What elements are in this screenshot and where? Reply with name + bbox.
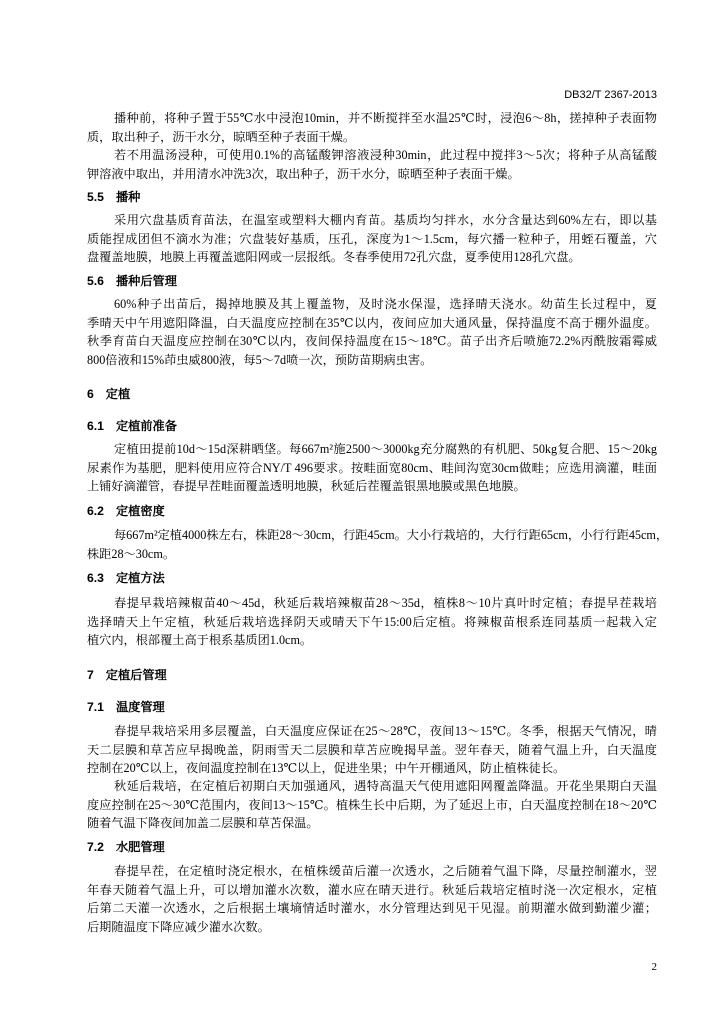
paragraph — [87, 295, 657, 369]
page-number: 2 — [651, 961, 657, 973]
section-number: 5.5 — [87, 190, 104, 204]
section-number: 6 — [87, 387, 94, 401]
paragraph-line: 年春天随着气温上升，可以增加灌水次数，灌水应在晴天进行。秋延后栽培定植时浇一次定根水，定植 — [87, 882, 657, 897]
section-number: 6.2 — [87, 504, 104, 518]
paragraph-line: 选择晴天上午定植，秋延后栽培选择阴天或晴天下午15:00后定植。将辣椒苗根系连同基质一起栽入定 — [87, 614, 657, 629]
section-title: 定植后管理 — [105, 668, 167, 682]
paragraph-line: 播种前，将种子置于55℃水中浸泡10min，并不断搅拌至水温25℃时，浸泡6～8h，搓掉种子表面物 — [114, 111, 657, 125]
section-title: 定植方法 — [115, 571, 165, 585]
section-heading-6-2 — [87, 502, 657, 521]
section-number: 5.6 — [87, 274, 104, 288]
paragraph-line: 春提早栽培辣椒苗40～45d，秋延后栽培辣椒苗28～35d，植株8～10片真叶时定植；春提早茬栽培 — [114, 596, 657, 610]
paragraph — [87, 146, 657, 183]
paragraph — [87, 862, 657, 936]
section-title: 播种后管理 — [115, 274, 177, 288]
chapter-heading-6 — [87, 385, 657, 404]
paragraph — [87, 526, 669, 563]
paragraph-line: 植穴内，根部覆土高于根系基质团1.0cm。 — [87, 633, 313, 647]
section-heading-7-1 — [87, 698, 657, 717]
section-title: 定植密度 — [115, 504, 165, 518]
paragraph-line: 株距28～30cm。 — [87, 546, 176, 561]
paragraph-line: 度应控制在25～30℃范围内，夜间13～15℃。植株生长中后期，为了延迟上市，白天温度控制在18～20℃ — [87, 797, 657, 812]
section-heading-6-3 — [87, 569, 657, 588]
paragraph — [87, 722, 657, 778]
section-heading-6-1 — [87, 417, 657, 436]
paragraph-line: 质，取出种子，沥干水分，晾晒至种子表面干燥。 — [87, 129, 356, 144]
section-heading-7-2 — [87, 838, 657, 857]
chapter-heading-7 — [87, 666, 657, 685]
paragraph-line: 若不用温汤浸种，可使用0.1%的高锰酸钾溶液浸种30min，此过程中搅拌3～5次；将种子从高锰酸 — [114, 148, 657, 162]
paragraph-line: 质能捏成团但不滴水为准；穴盘装好基质，压孔，深度为1～1.5cm，每穴播一粒种子，用蛭石覆盖，穴 — [87, 231, 657, 246]
paragraph-line: 季晴天中午用遮阳降温，白天温度应控制在35℃以内，夜间应加大通风量，保持温度不高于棚外温度。 — [87, 315, 657, 330]
paragraph-line: 盘覆盖地膜，地膜上再覆盖遮阳网或一层报纸。冬春季使用72孔穴盘，夏季使用128孔穴盘。 — [87, 250, 581, 264]
section-title: 定植前准备 — [115, 419, 177, 433]
paragraph-line: 后第二天灌一次透水，之后根据土壤墒情适时灌水，水分管理达到见干见湿。前期灌水做到勤灌少灌； — [87, 901, 657, 915]
section-number: 7.1 — [87, 700, 104, 714]
section-title: 水肥管理 — [115, 840, 165, 854]
section-number: 6.1 — [87, 419, 104, 433]
paragraph-line: 上铺好滴灌管，春提早茬畦面覆盖透明地膜，秋延后茬覆盖银黑地膜或黑色地膜。 — [87, 479, 526, 493]
paragraph-line: 尿素作为基肥，肥料使用应符合NY/T 496要求。按畦面宽80cm、畦间沟宽30cm做畦；应选用滴灌，畦面 — [87, 460, 657, 475]
section-number: 7.2 — [87, 840, 104, 854]
paragraph-line: 800倍液和15%茚虫威800液，每5～7d喷一次，预防苗期病虫害。 — [87, 352, 433, 367]
paragraph-line: 定植田提前10d～15d深耕晒垡。每667m²施2500～3000kg充分腐熟的有机肥、50kg复合肥、15～20kg — [114, 442, 657, 456]
paragraph-line: 春提早茬，在定植时浇定根水，在植株缓苗后灌一次透水，之后随着气温下降，尽量控制灌水，翌 — [114, 864, 657, 878]
paragraph — [87, 109, 657, 146]
section-heading-5-6 — [87, 272, 657, 291]
page-header-standard-code: DB32/T 2367-2013 — [564, 89, 657, 101]
paragraph — [87, 777, 657, 833]
paragraph-line: 秋延后栽培，在定植后初期白天加强通风，遇特高温天气使用遮阳网覆盖降温。开花坐果期白天温 — [114, 779, 657, 793]
paragraph-line: 春提早栽培采用多层覆盖，白天温度应保证在25～28℃，夜间13～15℃。冬季，根据天气情况，晴 — [114, 724, 657, 738]
paragraph-line: 后期随温度下降应减少灌水次数。 — [87, 919, 270, 934]
section-heading-5-5 — [87, 188, 657, 207]
paragraph-line: 天二层膜和草苫应早揭晚盖，阴雨雪天二层膜和草苫应晚揭早盖。翌年春天，随着气温上升，白天温度 — [87, 742, 657, 757]
paragraph-line: 控制在20℃以上，夜间温度控制在13℃以上，促进坐果；中午开棚通风，防止植株徒长。 — [87, 761, 566, 775]
paragraph — [87, 211, 657, 267]
paragraph — [87, 594, 657, 650]
paragraph-line: 秋季育苗白天温度应控制在30℃以内，夜间保持温度在15～18℃。苗子出齐后喷施72.2%丙酰胺霜霉威 — [87, 334, 657, 348]
paragraph-line: 采用穴盘基质育苗法，在温室或塑料大棚内育苗。基质均匀拌水，水分含量达到60%左右，即以基 — [114, 213, 657, 227]
paragraph — [87, 440, 657, 496]
section-title: 温度管理 — [115, 700, 165, 714]
section-number: 6.3 — [87, 571, 104, 585]
section-number: 7 — [87, 668, 94, 682]
paragraph-line: 随着气温下降夜间加盖二层膜和草苫保温。 — [87, 816, 319, 830]
paragraph-line: 钾溶液中取出，并用清水冲洗3次，取出种子，沥干水分，晾晒至种子表面干燥。 — [87, 166, 520, 181]
section-title: 定植 — [105, 387, 131, 401]
section-title: 播种 — [115, 190, 141, 204]
paragraph-line: 每667m²定植4000株左右，株距28～30cm，行距45cm。大小行栽培的，大行行距65cm，小行行距45cm， — [114, 528, 669, 542]
paragraph-line: 60%种子出苗后，揭掉地膜及其上覆盖物，及时浇水保湿，选择晴天浇水。幼苗生长过程中，夏 — [114, 297, 657, 311]
